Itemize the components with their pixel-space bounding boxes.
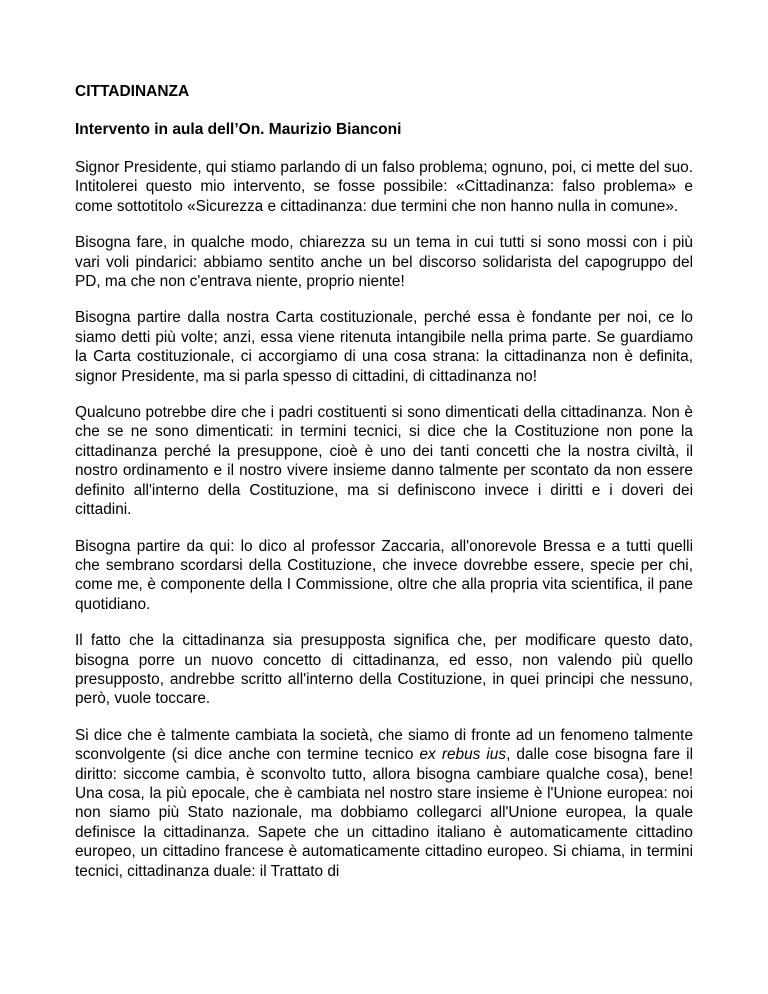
document-page [75,82,693,898]
document-subtitle: Intervento in aula dell’On. Maurizio Bianconi [75,121,402,138]
paragraph-6: Il fatto che la cittadinanza sia presupposta significa che, per modificare questo dato, bisogna porre un nuovo concetto di cittadinanza, ed esso, non valendo più quello presupposto, andrebbe scritto all'interno della Costituzione, in quei principi che nessuno, però, vuole toccare. [75,632,693,708]
paragraph-7-latin-phrase: ex rebus ius [419,746,507,764]
paragraph-3: Bisogna partire dalla nostra Carta costituzionale, perché essa è fondante per noi, ce lo siamo detti più volte; anzi, essa viene ritenuta intangibile nella prima parte. Se guardiamo la Carta costituzionale, ci accorgiamo di una cosa strana: la cittadinanza non è definita, signor Presidente, ma si parla spesso di cittadini, di cittadinanza no! [75,309,693,385]
paragraph-5: Bisogna partire da qui: lo dico al professor Zaccaria, all'onorevole Bressa e a tutti quelli che sembrano scordarsi della Costituzione, che invece dovrebbe essere, specie per chi, come me, è componente della I Commissione, oltre che alla propria vita scientifica, il pane quotidiano. [75,537,693,613]
paragraph-7-text-b: , dalle cose bisogna fare il diritto: siccome cambia, è sconvolto tutto, allora bisogna cambiare qualche cosa), bene! Una cosa, la più epocale, che è cambiata nel nostro stare insieme è l'Unione europea: noi non siamo più Stato nazionale, ma dobbiamo collegarci all'Unione europea, la quale definisce la cittadinanza. Sapete che un cittadino italiano è automaticamente cittadino europeo, un cittadino francese è automaticamente cittadino europeo. Si chiama, in termini tecnici, cittadinanza duale: il Trattato di [75,746,694,880]
paragraph-2: Bisogna fare, in qualche modo, chiarezza su un tema in cui tutti si sono mossi con i più vari voli pindarici: abbiamo sentito anche un bel discorso solidarista del capogruppo del PD, ma che non c'entrava niente, proprio niente! [75,234,693,291]
paragraph-4: Qualcuno potrebbe dire che i padri costituenti si sono dimenticati della cittadinanza. Non è che se ne sono dimenticati: in termini tecnici, si dice che la Costituzione non pone la cittadinanza perché la presuppone, cioè è uno dei tanti concetti che la nostra civiltà, il nostro ordinamento e il nostro vivere insieme danno talmente per scontato da non essere definito all'interno della Costituzione, ma si definiscono invece i diritti e i doveri dei cittadini. [75,404,693,519]
paragraph-7 [75,726,693,881]
document-title: CITTADINANZA [75,83,190,100]
paragraph-7-text-a: Si dice che è talmente cambiata la società, che siamo di fronte ad un fenomeno talmente sconvolgente (si dice anche con termine tecnico [75,726,693,764]
paragraph-1: Signor Presidente, qui stiamo parlando di un falso problema; ognuno, poi, ci mette del suo. Intitolerei questo mio intervento, se fosse possibile: «Cittadinanza: falso problema» e come sottotitolo «Sicurezza e cittadinanza: due termini che non hanno nulla in comune». [75,159,693,215]
